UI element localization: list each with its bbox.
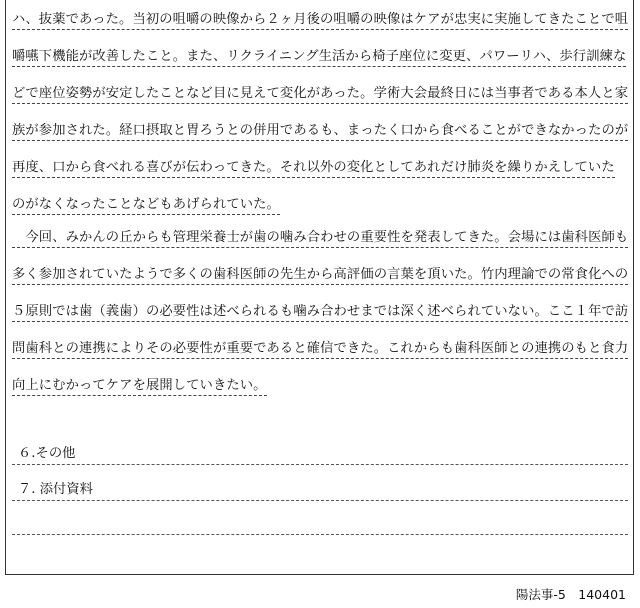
- text-line: 向上にむかってケアを展開していきたい。: [12, 370, 628, 407]
- text-line: 族が参加された。経口摂取と胃ろうとの併用であるも、まったく口から食べることができなかったのが: [12, 115, 628, 152]
- text-line: のがなくなったことなどもあげられていた。: [12, 189, 628, 226]
- text-line: 嚼嚥下機能が改善したこと。また、リクライニング生活から椅子座位に変更、パワーリハ、歩行訓練な: [12, 41, 628, 78]
- text-line: ５原則では歯（義歯）の必要性は述べられるも噛み合わせまでは深く述べられていない。ここ１年で訪: [12, 296, 628, 333]
- text-line: ハ、抜薬であった。当初の咀嚼の映像から２ヶ月後の咀嚼の映像はケアが忠実に実施してきたことで咀: [12, 4, 628, 41]
- section-other: [12, 444, 628, 465]
- document-code: 陽法事-5 140401: [515, 587, 626, 602]
- text-line: 多く参加されていたようで多くの歯科医師の先生から高評価の言葉を頂いた。竹内理論での常食化への: [12, 259, 628, 296]
- text-line: 再度、口から食べれる喜びが伝わってきた。それ以外の変化としてあれだけ肺炎を繰りかえしていた: [12, 152, 628, 189]
- text-line: 問歯科との連携によりその必要性が重要であると確信できた。これからも歯科医師との連携のもと食力: [12, 333, 628, 370]
- report-paragraph-1: [12, 4, 628, 226]
- blank-rule: [12, 534, 628, 535]
- report-paragraph-2: [12, 222, 628, 407]
- section-other-label: ６.その他: [18, 446, 76, 461]
- text-line: 今回、みかんの丘からも管理栄養士が歯の噛み合わせの重要性を発表してきた。会場には歯科医師も: [12, 222, 628, 259]
- section-attachments: [12, 480, 628, 501]
- text-line: どで座位姿勢が安定したことなど目に見えて変化があった。学術大会最終日には当事者である本人と家: [12, 78, 628, 115]
- section-attachments-label: ７. 添付資料: [18, 482, 93, 497]
